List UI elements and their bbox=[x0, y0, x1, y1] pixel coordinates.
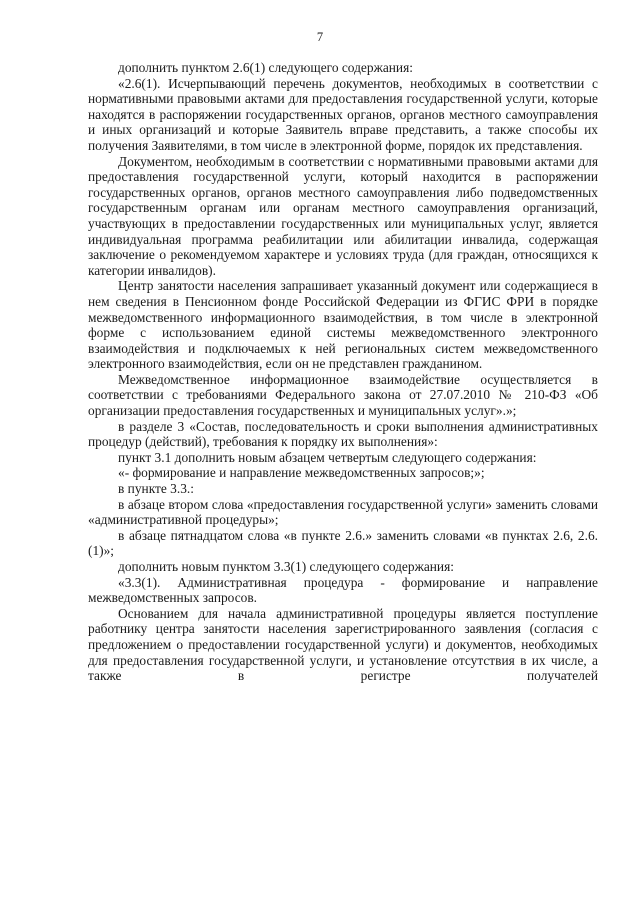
paragraph-interagency-interaction: Межведомственное информационное взаимодействие осуществляется в соответствии с требованиями Федерального закона от 27.07.2010 № 210-ФЗ «Об организации предоставления государственных и муниципальных услуг».»; bbox=[88, 371, 598, 419]
page-number: 7 bbox=[316, 30, 324, 44]
paragraph-interagency-requests: «- формирование и направление межведомственных запросов;»; bbox=[118, 465, 485, 481]
paragraph-fifteenth-indent: в абзаце пятнадцатом слова «в пункте 2.6.» заменить словами «в пунктах 2.6, 2.6.(1)»; bbox=[88, 527, 598, 559]
paragraph-procedure-basis: Основанием для начала административной процедуры является поступление работнику центра занятости населения зарегистрированного заявления (согласия с предложением о предоставлении государственной услуги) и документов, необходимых для предоставления государственной услуги, и установление отсутствия в их числе, а также в регистре получателей bbox=[88, 605, 598, 684]
paragraph-amend-2-6-1: дополнить пунктом 2.6(1) следующего содержания: bbox=[118, 60, 413, 75]
paragraph-3-3-1-procedure: «3.3(1). Административная процедура - формирование и направление межведомственных запросов. bbox=[88, 574, 598, 606]
paragraph-required-document: Документом, необходимым в соответствии с нормативными правовыми актами для предоставления государственной услуги, который находится в распоряжении государственных органов, органов местного самоуправления либо подведомственных государственным органам или органам местного самоуправления организаций, участвующих в предоставлении государственных или муниципальных услуг, является индивидуальная программа реабилитации или абилитации инвалида, содержащая заключение о рекомендуемом характере и условиях труда (для граждан, относящихся к категории инвалидов). bbox=[88, 153, 598, 278]
paragraph-2-6-1-list-of-documents: «2.6(1). Исчерпывающий перечень документов, необходимых в соответствии с нормативными правовыми актами для предоставления государственной услуги, которые находятся в распоряжении государственных органов, органов местного самоуправления и иных организаций и которые Заявитель вправе представить, а также способы их получения Заявителями, в том числе в электронной форме, порядок их представления. bbox=[88, 75, 598, 153]
paragraph-amend-3-3-1: дополнить новым пунктом 3.3(1) следующего содержания: bbox=[118, 559, 454, 574]
paragraph-employment-center-request: Центр занятости населения запрашивает указанный документ или содержащиеся в нем сведения в Пенсионном фонде Российской Федерации из ФГИС ФРИ в порядке межведомственного информационного взаимодействия, в том числе в электронной форме с использованием единой системы межведомственного электронного взаимодействия и подключаемых к ней региональных систем межведомственного электронного взаимодействия, если он не представлен гражданином. bbox=[88, 278, 598, 372]
paragraph-clause-3-3: в пункте 3.3.: bbox=[118, 481, 194, 497]
paragraph-section-3: в разделе 3 «Состав, последовательность и сроки выполнения административных процедур (действий), требования к порядку их выполнения»: bbox=[88, 418, 598, 450]
paragraph-second-indent: в абзаце втором слова «предоставления государственной услуги» заменить словами «административной процедуры»; bbox=[88, 496, 598, 528]
paragraph-clause-3-1: пункт 3.1 дополнить новым абзацем четвертым следующего содержания: bbox=[118, 449, 537, 465]
document-body bbox=[88, 60, 598, 684]
